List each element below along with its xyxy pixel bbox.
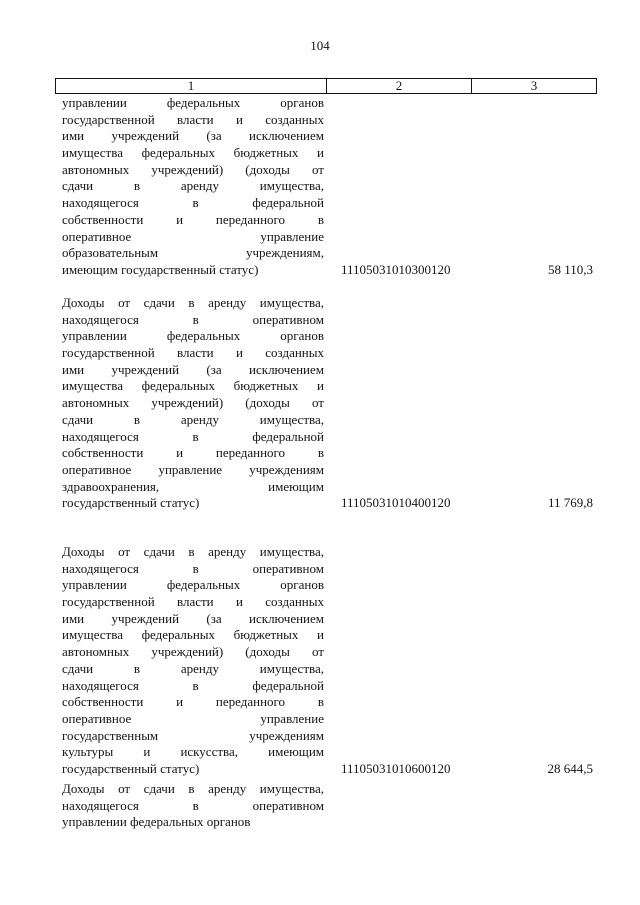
row-description xyxy=(62,781,324,831)
amount-value: 28 644,5 xyxy=(547,761,593,777)
budget-code: 11105031010400120 xyxy=(341,495,451,511)
description-line: автономных учреждений) (доходы от xyxy=(62,395,324,411)
description-line: сдачи в аренду имущества, xyxy=(62,660,324,676)
budget-code: 11105031010600120 xyxy=(341,761,451,777)
description-line: образовательным учреждениям, xyxy=(62,245,324,261)
description-line: управлении федеральных органов xyxy=(62,577,324,593)
header-column-2: 2 xyxy=(327,79,472,93)
description-line: оперативное управление xyxy=(62,710,324,726)
description-line: автономных учреждений) (доходы от xyxy=(62,161,324,177)
description-line: оперативное управление xyxy=(62,228,324,244)
amount-value: 11 769,8 xyxy=(547,495,593,511)
page-number: 104 xyxy=(310,38,330,53)
description-line: Доходы от сдачи в аренду имущества, xyxy=(62,781,324,796)
description-line: здравоохранения, имеющим xyxy=(62,478,324,494)
description-line: собственности и переданного в xyxy=(62,445,324,461)
description-line: имеющим государственный статус) xyxy=(62,261,259,277)
description-line: автономных учреждений) (доходы от xyxy=(62,644,324,660)
description-line: государственный статус) xyxy=(62,760,200,776)
row-description xyxy=(62,295,324,512)
description-line: государственной власти и созданных xyxy=(62,594,324,610)
description-line: находящегося в федеральной xyxy=(62,677,324,693)
amount-value: 58 110,3 xyxy=(547,262,593,277)
row-description xyxy=(62,95,324,279)
description-line: находящегося в федеральной xyxy=(62,428,324,444)
description-line: государственным учреждениям xyxy=(62,727,324,743)
description-line: Доходы от сдачи в аренду имущества, xyxy=(62,544,324,559)
description-line: управлении федеральных органов xyxy=(62,95,324,110)
description-line: управлении федеральных органов xyxy=(62,814,251,830)
budget-code: 11105031010300120 xyxy=(341,262,451,277)
description-line: государственный статус) xyxy=(62,495,200,511)
description-line: находящегося в оперативном xyxy=(62,311,324,327)
description-line: имущества федеральных бюджетных и xyxy=(62,378,324,394)
header-column-1: 1 xyxy=(56,79,327,93)
description-line: ими учреждений (за исключением xyxy=(62,361,324,377)
header-column-3: 3 xyxy=(530,78,538,93)
description-line: государственной власти и созданных xyxy=(62,111,324,127)
description-line: государственной власти и созданных xyxy=(62,345,324,361)
table-header-row xyxy=(55,78,597,94)
description-line: собственности и переданного в xyxy=(62,694,324,710)
description-line: находящегося в федеральной xyxy=(62,195,324,211)
description-line: ими учреждений (за исключением xyxy=(62,610,324,626)
description-line: находящегося в оперативном xyxy=(62,560,324,576)
description-line: управлении федеральных органов xyxy=(62,328,324,344)
description-line: сдачи в аренду имущества, xyxy=(62,411,324,427)
description-line: находящегося в оперативном xyxy=(62,797,324,813)
description-line: имущества федеральных бюджетных и xyxy=(62,627,324,643)
description-line: оперативное управление учреждениям xyxy=(62,461,324,477)
description-line: культуры и искусства, имеющим xyxy=(62,744,324,760)
description-line: собственности и переданного в xyxy=(62,211,324,227)
description-line: ими учреждений (за исключением xyxy=(62,128,324,144)
description-line: сдачи в аренду имущества, xyxy=(62,178,324,194)
description-line: имущества федеральных бюджетных и xyxy=(62,145,324,161)
row-description xyxy=(62,544,324,778)
description-line: Доходы от сдачи в аренду имущества, xyxy=(62,295,324,310)
